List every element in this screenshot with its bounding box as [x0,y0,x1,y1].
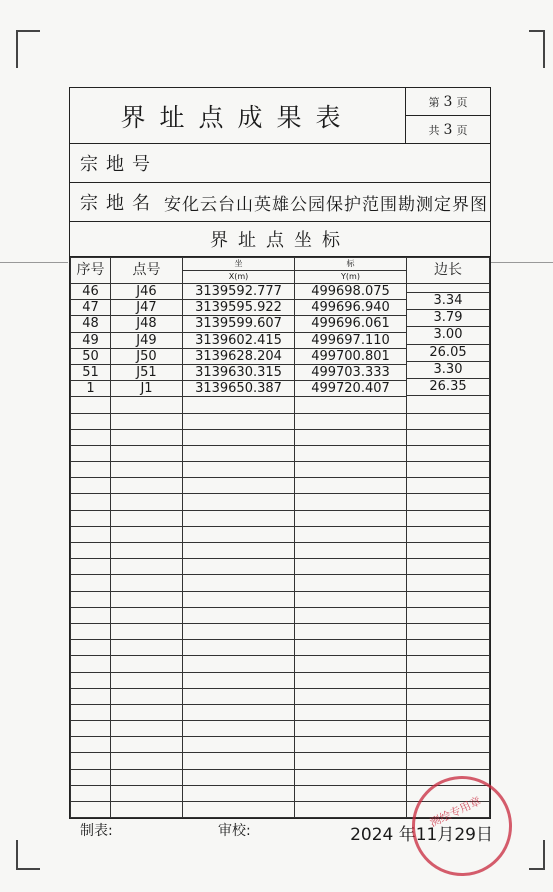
table-row [71,526,490,542]
cell-x [183,656,295,672]
cell-seq: 50 [71,348,111,364]
cell-seq [71,397,111,413]
cell-x [183,737,295,753]
cell-seq [71,785,111,801]
coordinate-table [70,257,490,818]
cell-x [183,543,295,559]
parcel-number-row [70,144,490,183]
title-row [70,88,490,144]
cell-x [183,526,295,542]
cell-x: 3139602.415 [183,332,295,348]
table-row [71,445,490,461]
cell-seq [71,494,111,510]
cell-y [295,640,407,656]
cell-seq [71,623,111,639]
cell-seq [71,510,111,526]
cell-seq: 51 [71,364,111,380]
table-row [71,623,490,639]
cell-seq [71,769,111,785]
cell-point [111,802,183,818]
edge-length: 26.35 [407,378,489,396]
cell-seq [71,559,111,575]
table-row [71,591,490,607]
header-point: 点号 [111,258,183,284]
cell-y: 499703.333 [295,364,407,380]
cell-point [111,688,183,704]
cell-point [111,769,183,785]
cell-point [111,478,183,494]
cell-edge [407,623,490,639]
cell-seq [71,672,111,688]
cell-seq [71,591,111,607]
table-row [71,494,490,510]
cell-seq [71,478,111,494]
table-row [71,704,490,720]
cell-y [295,575,407,591]
edge-column [407,284,490,414]
header-coord-left: 坐 [183,258,295,271]
table-row [71,672,490,688]
edge-list [407,293,489,396]
cell-point [111,559,183,575]
cell-y [295,591,407,607]
cell-seq: 46 [71,284,111,300]
cell-edge [407,462,490,478]
table-row [71,510,490,526]
cell-point: J49 [111,332,183,348]
cell-edge [407,737,490,753]
cell-seq [71,704,111,720]
parcel-name-label: 宗地名 [80,193,158,214]
cell-point: J1 [111,381,183,397]
cell-edge [407,413,490,429]
cell-point: J50 [111,348,183,364]
edge-length: 3.79 [407,309,489,327]
cell-point: J47 [111,300,183,316]
page-title: 界址点成果表 [70,88,406,143]
cell-y: 499720.407 [295,381,407,397]
cell-seq [71,607,111,623]
cell-edge [407,640,490,656]
cell-x [183,397,295,413]
cell-seq: 47 [71,300,111,316]
parcel-name-row [70,183,490,222]
cell-seq [71,753,111,769]
cell-seq: 1 [71,381,111,397]
cell-y [295,672,407,688]
crop-mark-top-left [16,30,40,68]
cell-seq [71,445,111,461]
crop-mark-bottom-left [16,840,40,870]
cell-edge [407,494,490,510]
cell-x [183,429,295,445]
cell-x: 3139592.777 [183,284,295,300]
table-row [71,462,490,478]
cell-y [295,397,407,413]
cell-point [111,543,183,559]
cell-edge [407,478,490,494]
cell-y: 499697.110 [295,332,407,348]
cell-x: 3139630.315 [183,364,295,380]
cell-seq [71,640,111,656]
cell-y [295,721,407,737]
cell-point [111,785,183,801]
table-row [71,575,490,591]
total-pages-suffix: 页 [456,123,468,137]
cell-edge [407,559,490,575]
results-sheet [69,87,491,819]
cell-seq [71,526,111,542]
table-row [71,559,490,575]
cell-x [183,559,295,575]
table-row [71,640,490,656]
current-page-prefix: 第 [428,95,440,109]
table-row [71,607,490,623]
cell-edge [407,607,490,623]
cell-y [295,769,407,785]
cell-point [111,753,183,769]
cell-x [183,478,295,494]
edge-length: 3.34 [407,292,489,310]
cell-y: 499696.940 [295,300,407,316]
total-pages-prefix: 共 [428,123,440,137]
cell-edge [407,526,490,542]
cell-y [295,543,407,559]
header-coord-right: 标 [295,258,407,271]
fold-line-left [0,262,68,263]
cell-y [295,753,407,769]
cell-seq: 49 [71,332,111,348]
page-counter [406,88,490,143]
crop-mark-top-right [529,30,545,68]
cell-x [183,462,295,478]
cell-edge [407,543,490,559]
cell-point [111,462,183,478]
cell-y [295,478,407,494]
cell-x [183,769,295,785]
cell-y [295,559,407,575]
cell-point [111,721,183,737]
table-row [71,656,490,672]
edge-length: 3.30 [407,361,489,379]
cell-x [183,704,295,720]
cell-x [183,785,295,801]
cell-y [295,656,407,672]
section-title: 界址点坐标 [70,222,490,257]
cell-y: 499700.801 [295,348,407,364]
cell-point [111,704,183,720]
cell-y [295,494,407,510]
cell-x [183,721,295,737]
cell-y: 499696.061 [295,316,407,332]
cell-edge [407,672,490,688]
cell-point [111,575,183,591]
cell-point [111,640,183,656]
cell-seq [71,688,111,704]
cell-edge [407,656,490,672]
checker-label: 审校: [218,823,251,839]
cell-y [295,704,407,720]
cell-seq [71,802,111,818]
table-row [71,429,490,445]
cell-seq: 48 [71,316,111,332]
cell-point [111,737,183,753]
cell-edge [407,510,490,526]
maker-label: 制表: [80,823,113,839]
cell-y [295,526,407,542]
cell-seq [71,575,111,591]
cell-y [295,785,407,801]
cell-x [183,640,295,656]
cell-y [295,445,407,461]
table-row [71,543,490,559]
parcel-number-label: 宗地号 [80,154,158,175]
cell-point: J51 [111,364,183,380]
cell-seq [71,721,111,737]
cell-x [183,753,295,769]
edge-length: 26.05 [407,344,489,362]
cell-y [295,607,407,623]
cell-y [295,510,407,526]
cell-point [111,656,183,672]
crop-mark-bottom-right [529,840,545,870]
cell-point [111,623,183,639]
cell-x [183,623,295,639]
cell-edge [407,445,490,461]
cell-seq [71,429,111,445]
cell-y [295,802,407,818]
cell-edge [407,753,490,769]
cell-x [183,688,295,704]
cell-y: 499698.075 [295,284,407,300]
cell-edge [407,429,490,445]
table-row [71,737,490,753]
cell-point [111,445,183,461]
date: 2024 年11月29日 [350,825,493,845]
cell-edge [407,688,490,704]
cell-point: J48 [111,316,183,332]
cell-seq [71,656,111,672]
table-row [71,413,490,429]
cell-x [183,802,295,818]
parcel-name-value: 安化云台山英雄公园保护范围勘测定界图 [164,194,488,215]
cell-x [183,607,295,623]
cell-point: J46 [111,284,183,300]
total-pages-number: 3 [443,121,453,138]
cell-x [183,494,295,510]
table-row [71,688,490,704]
current-page-number: 3 [443,93,453,110]
cell-edge [407,721,490,737]
header-seq: 序号 [71,258,111,284]
table-row [71,753,490,769]
table-row [71,721,490,737]
cell-x [183,510,295,526]
table-row [71,284,490,300]
cell-point [111,429,183,445]
cell-edge [407,591,490,607]
cell-y [295,462,407,478]
cell-seq [71,543,111,559]
fold-line-right [491,262,553,263]
cell-point [111,397,183,413]
cell-x [183,413,295,429]
cell-y [295,623,407,639]
edge-length: 3.00 [407,326,489,344]
cell-x [183,445,295,461]
header-edge: 边长 [407,258,490,284]
cell-point [111,413,183,429]
current-page [406,88,490,116]
cell-x: 3139599.607 [183,316,295,332]
cell-seq [71,462,111,478]
cell-point [111,526,183,542]
cell-y [295,737,407,753]
cell-point [111,510,183,526]
cell-point [111,672,183,688]
current-page-suffix: 页 [456,95,468,109]
cell-x [183,672,295,688]
cell-edge [407,575,490,591]
cell-edge [407,704,490,720]
header-y: Y(m) [295,271,407,284]
cell-x: 3139595.922 [183,300,295,316]
table-row [71,769,490,785]
cell-x [183,575,295,591]
cell-point [111,607,183,623]
cell-y [295,413,407,429]
seal-text: 测绘专用章 [427,794,484,830]
cell-point [111,591,183,607]
cell-y [295,429,407,445]
cell-seq [71,413,111,429]
cell-seq [71,737,111,753]
cell-x: 3139628.204 [183,348,295,364]
table-row [71,478,490,494]
cell-x: 3139650.387 [183,381,295,397]
cell-x [183,591,295,607]
total-pages [406,116,490,143]
cell-y [295,688,407,704]
header-x: X(m) [183,271,295,284]
cell-point [111,494,183,510]
